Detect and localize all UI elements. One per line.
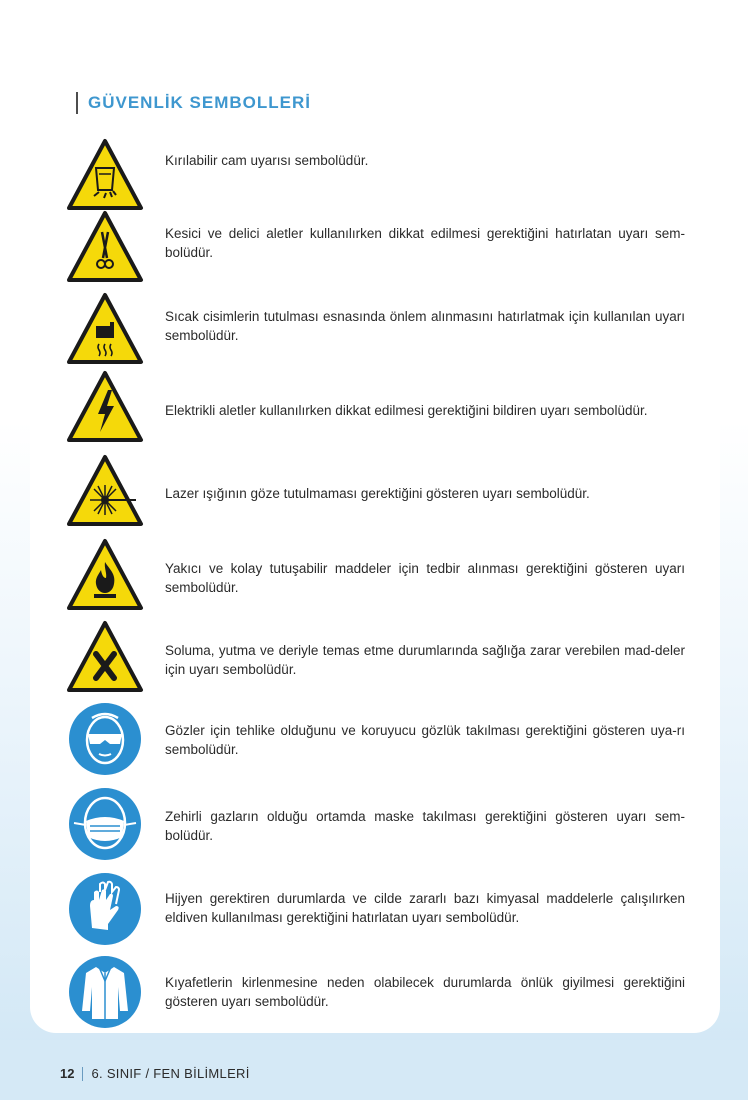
- symbol-description: Sıcak cisimlerin tutulması esnasında önlem alınmasını hatırlatmak için kullanılan uyarı sembolüdür.: [165, 309, 685, 343]
- symbol-description: Kesici ve delici aletler kullanılırken dikkat edilmesi gerektiğini hatırlatan uyarı sem-bolüdür.: [165, 226, 685, 260]
- symbol-description: Hijyen gerektiren durumlarda ve cilde zararlı bazı kimyasal maddelerle çalışılırken eldiven kullanılması gerektiğini hatırlatan uyarı sembolüdür.: [165, 891, 685, 925]
- symbol-description: Kırılabilir cam uyarısı sembolüdür.: [165, 153, 369, 168]
- scissors-icon: [66, 210, 144, 284]
- symbol-description: Kıyafetlerin kirlenmesine neden olabilecek durumlarda önlük giyilmesi gerektiğini gösteren uyarı sembolüdür.: [165, 975, 685, 1009]
- footer-divider: [82, 1067, 83, 1081]
- symbol-description: Elektrikli aletler kullanılırken dikkat edilmesi gerektiğini bildiren uyarı sembolüdür.: [165, 403, 648, 418]
- flame-icon: [66, 538, 144, 612]
- hot-hand-icon: [66, 292, 144, 366]
- symbol-description: Gözler için tehlike olduğunu ve koruyucu gözlük takılması gerektiğini gösteren uya-rı sembolüdür.: [165, 723, 685, 757]
- symbol-description: Yakıcı ve kolay tutuşabilir maddeler için tedbir alınması gerektiğini gösteren uyarı sembolüdür.: [165, 561, 685, 595]
- symbol-description: Soluma, yutma ve deriyle temas etme durumlarında sağlığa zarar verebilen mad-deler için uyarı sembolüdür.: [165, 643, 685, 677]
- gloves-icon: [66, 870, 144, 948]
- mask-icon: [66, 785, 144, 863]
- glass-icon: [66, 138, 144, 212]
- laser-icon: [66, 454, 144, 528]
- lab-coat-icon: [66, 953, 144, 1031]
- goggles-icon: [66, 700, 144, 778]
- page-footer: [60, 1066, 250, 1081]
- symbol-description: Zehirli gazların olduğu ortamda maske takılması gerektiğini gösteren uyarı sem-bolüdür.: [165, 809, 685, 843]
- section-title: GÜVENLİK SEMBOLLERİ: [88, 93, 312, 112]
- page-number: 12: [60, 1066, 75, 1081]
- harmful-x-icon: [66, 620, 144, 694]
- lightning-icon: [66, 370, 144, 444]
- symbol-description: Lazer ışığının göze tutulmaması gerektiğini gösteren uyarı sembolüdür.: [165, 486, 590, 501]
- footer-book-title: 6. SINIF / FEN BİLİMLERİ: [91, 1066, 250, 1081]
